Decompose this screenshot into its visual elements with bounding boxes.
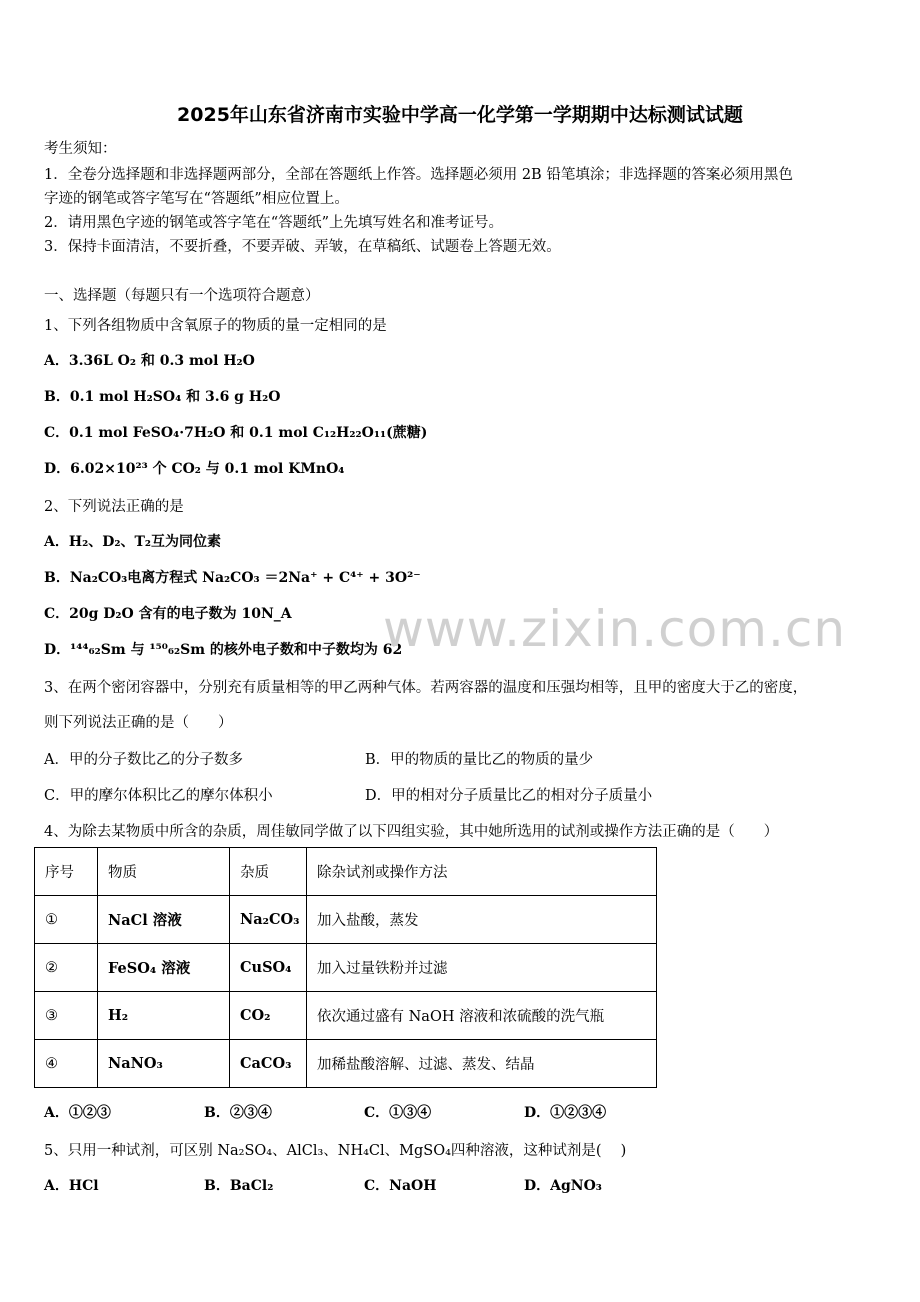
q4-table [34,847,657,1088]
header-impurity: 杂质 [230,848,307,896]
table-row [35,992,657,1040]
q2-option-b: B．Na₂CO₃电离方程式 Na₂CO₃ ＝2Na⁺ + C⁴⁺ + 3O²⁻ [44,570,421,586]
q4-option-d: D．①②③④ [524,1105,607,1121]
q3-stem-line-2: 则下列说法正确的是（ ） [44,715,233,731]
row-substance: NaCl 溶液 [98,896,230,944]
row-no: ② [35,944,98,992]
q1-option-b: B．0.1 mol H₂SO₄ 和 3.6 g H₂O [44,389,281,405]
q3-option-b: B．甲的物质的量比乙的物质的量少 [365,752,594,768]
row-no: ③ [35,992,98,1040]
header-no: 序号 [35,848,98,896]
q2-option-d: D．¹⁴⁴₆₂Sm 与 ¹⁵⁰₆₂Sm 的核外电子数和中子数均为 62 [44,642,403,658]
row-no: ① [35,896,98,944]
table-row [35,1040,657,1088]
row-impurity: CO₂ [230,992,307,1040]
notice-line-2: 2．请用黑色字迹的钢笔或答字笔在“答题纸”上先填写姓名和准考证号。 [44,215,504,231]
q5-option-d: D．AgNO₃ [524,1178,602,1194]
notice-line-1b: 字迹的钢笔或答字笔写在“答题纸”相应位置上。 [44,191,349,207]
q2-option-c: C．20g D₂O 含有的电子数为 10N_A [44,606,292,622]
row-impurity: CuSO₄ [230,944,307,992]
q4-option-b: B．②③④ [204,1105,272,1121]
row-method: 依次通过盛有 NaOH 溶液和浓硫酸的洗气瓶 [307,992,657,1040]
row-no: ④ [35,1040,98,1088]
q4-option-a: A．①②③ [44,1105,111,1121]
row-impurity: Na₂CO₃ [230,896,307,944]
watermark: www.zixin.com.cn [383,600,847,658]
q2-stem: 2、下列说法正确的是 [44,499,184,515]
page-title: 2025年山东省济南市实验中学高一化学第一学期期中达标测试试题 [177,104,743,126]
row-method: 加入盐酸，蒸发 [307,896,657,944]
table-row [35,944,657,992]
q1-option-c: C．0.1 mol FeSO₄·7H₂O 和 0.1 mol C₁₂H₂₂O₁₁(蔗糖) [44,425,428,441]
row-substance: H₂ [98,992,230,1040]
q5-option-c: C．NaOH [364,1178,437,1194]
q5-option-b: B．BaCl₂ [204,1178,274,1194]
q3-stem-line-1: 3、在两个密闭容器中，分别充有质量相等的甲乙两种气体。若两容器的温度和压强均相等，且甲的密度大于乙的密度， [44,680,808,696]
table-row [35,896,657,944]
notice-line-3: 3．保持卡面清洁，不要折叠，不要弄破、弄皱，在草稿纸、试题卷上答题无效。 [44,239,561,255]
row-method: 加入过量铁粉并过滤 [307,944,657,992]
q3-option-d: D．甲的相对分子质量比乙的相对分子质量小 [365,788,653,804]
header-substance: 物质 [98,848,230,896]
row-method: 加稀盐酸溶解、过滤、蒸发、结晶 [307,1040,657,1088]
q3-option-a: A．甲的分子数比乙的分子数多 [44,752,243,768]
q1-option-a: A．3.36L O₂ 和 0.3 mol H₂O [44,353,255,369]
q4-stem: 4、为除去某物质中所含的杂质，周佳敏同学做了以下四组实验，其中她所选用的试剂或操作方法正确的是（ ） [44,824,779,840]
notice-heading: 考生须知： [44,141,117,157]
q1-stem: 1、下列各组物质中含氧原子的物质的量一定相同的是 [44,318,387,334]
q1-option-d: D．6.02×10²³ 个 CO₂ 与 0.1 mol KMnO₄ [44,461,345,477]
row-substance: NaNO₃ [98,1040,230,1088]
q4-option-c: C．①③④ [364,1105,432,1121]
row-substance: FeSO₄ 溶液 [98,944,230,992]
q3-option-c: C．甲的摩尔体积比乙的摩尔体积小 [44,788,273,804]
header-method: 除杂试剂或操作方法 [307,848,657,896]
row-impurity: CaCO₃ [230,1040,307,1088]
notice-line-1a: 1．全卷分选择题和非选择题两部分，全部在答题纸上作答。选择题必须用 2B 铅笔填涂；非选择题的答案必须用黑色 [44,167,793,183]
q2-option-a: A．H₂、D₂、T₂互为同位素 [44,534,222,550]
q5-option-a: A．HCl [44,1178,99,1194]
section-heading: 一、选择题（每题只有一个选项符合题意） [44,288,320,304]
q5-stem: 5、只用一种试剂，可区别 Na₂SO₄、AlCl₃、NH₄Cl、MgSO₄四种溶液，这种试剂是( ) [44,1143,627,1159]
table-header-row [35,848,657,896]
